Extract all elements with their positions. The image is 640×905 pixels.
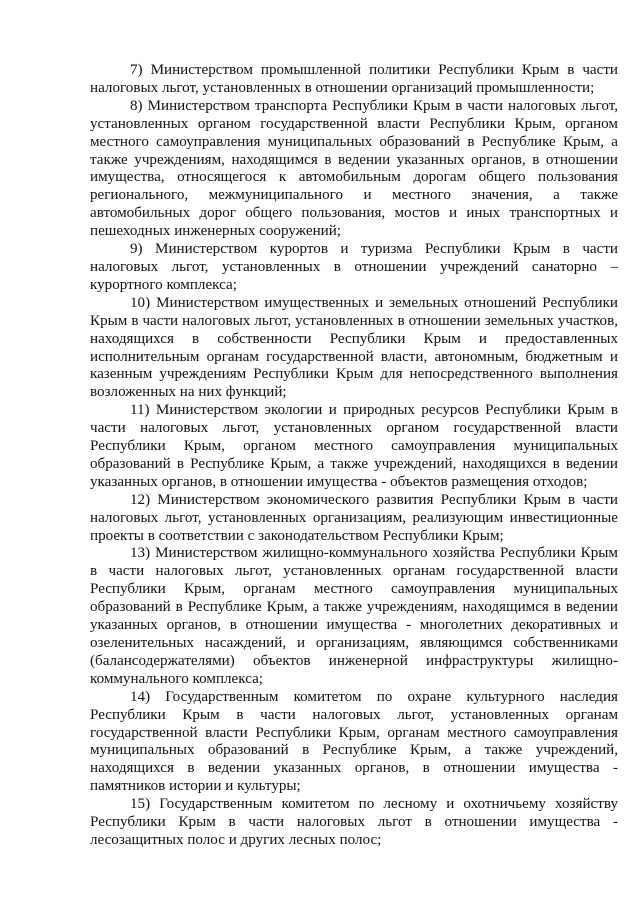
document-page xyxy=(90,62,618,850)
paragraph-12: 12) Министерством экономического развития Республики Крым в части налоговых льгот, установленных организациям, реализующим инвестиционные проекты в соответствии с законодательством Республики Крым; xyxy=(90,491,618,544)
paragraph-14: 14) Государственным комитетом по охране культурного наследия Республики Крым в части налоговых льгот, установленных органам государственной власти Республики Крым, органам местного самоуправления муниципальных образований в Республике Крым, а также учреждений, находящихся в ведении указанных органов, в отношении имущества - памятников истории и культуры; xyxy=(90,688,618,795)
paragraph-10: 10) Министерством имущественных и земельных отношений Республики Крым в части налоговых льгот, установленных в отношении земельных участков, находящихся в собственности Республики Крым и предоставленных исполнительным органам государственной власти, автономным, бюджетным и казенным учреждениям Республики Крым для непосредственного выполнения возложенных на них функций; xyxy=(90,294,618,401)
paragraph-7: 7) Министерством промышленной политики Республики Крым в части налоговых льгот, установленных в отношении организаций промышленности; xyxy=(90,62,618,96)
paragraph-13: 13) Министерством жилищно-коммунального хозяйства Республики Крым в части налоговых льгот, установленных органам государственной власти Республики Крым, органам местного самоуправления муниципальных образований в Республике Крым, а также учреждениям, находящимся в ведении указанных органов, в отношении имущества - многолетних декоративных и озеленительных насаждений, и организациям, являющимся собственниками (балансодержателями) объектов инженерной инфраструктуры жилищно-коммунального комплекса; xyxy=(90,545,618,687)
paragraph-15: 15) Государственным комитетом по лесному и охотничьему хозяйству Республики Крым в части налоговых льгот в отношении имущества - лесозащитных полос и других лесных полос; xyxy=(90,796,618,848)
paragraph-11: 11) Министерством экологии и природных ресурсов Республики Крым в части налоговых льгот, установленных органом государственной власти Республики Крым, органом местного самоуправления муниципальных образований в Республике Крым, а также учреждений, находящихся в ведении указанных органов, в отношении имущества - объектов размещения отходов; xyxy=(90,402,618,490)
paragraph-9: 9) Министерством курортов и туризма Республики Крым в части налоговых льгот, установленных в отношении учреждений санаторно – курортного комплекса; xyxy=(90,241,618,293)
paragraph-8: 8) Министерством транспорта Республики Крым в части налоговых льгот, установленных органом государственной власти Республики Крым, органом местного самоуправления муниципальных образований в Республике Крым, а также учреждениям, находящимся в ведении указанных органов, в отношении имущества, относящегося к автомобильным дорогам общего пользования регионального, межмуниципального и местного значения, а также автомобильных дорог общего пользования, мостов и иных транспортных и пешеходных инженерных сооружений; xyxy=(90,97,618,240)
